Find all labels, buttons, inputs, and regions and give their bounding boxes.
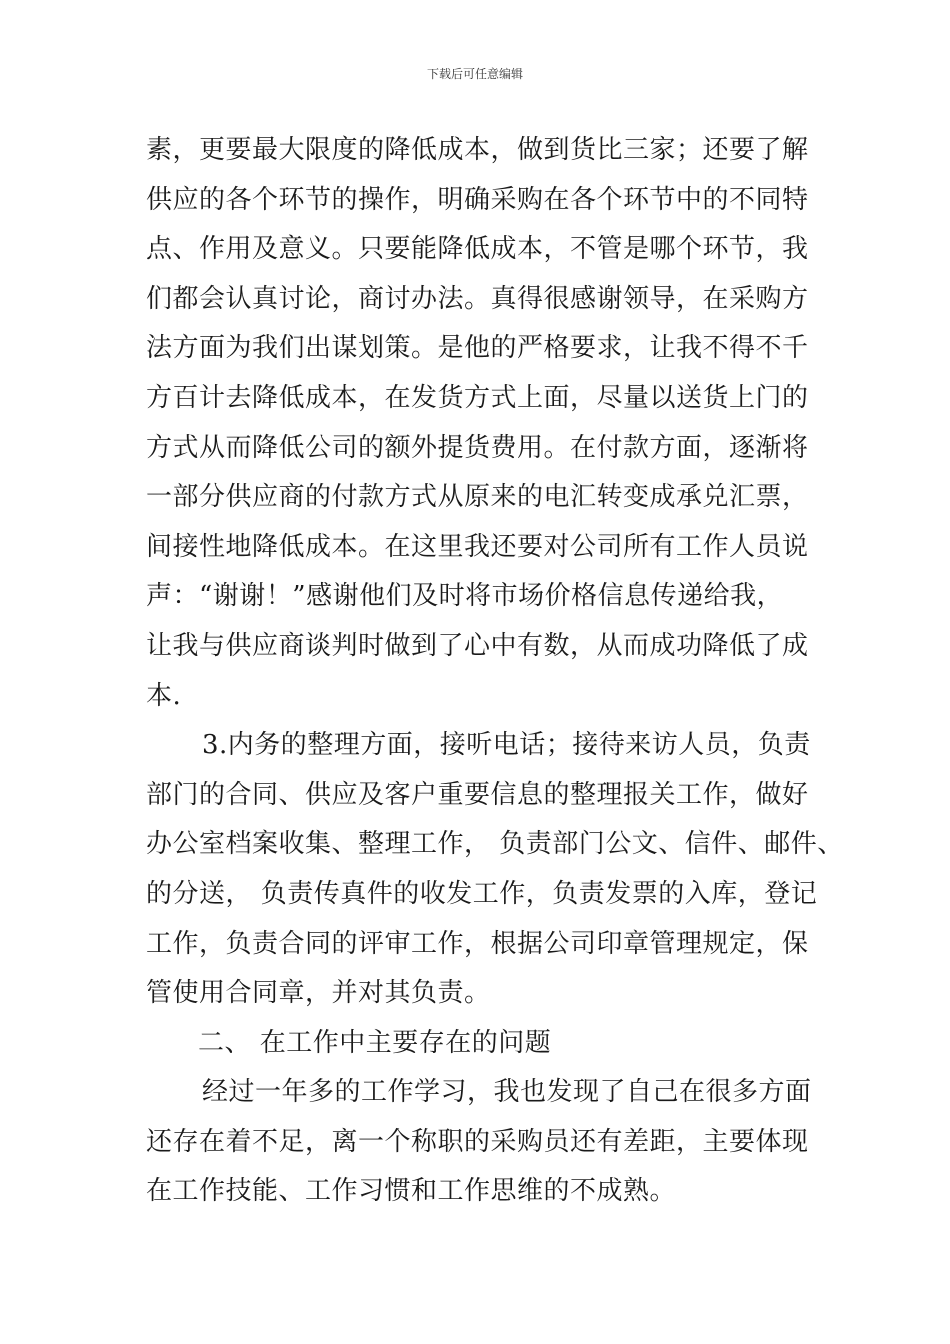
text-line: 供应的各个环节的操作，明确采购在各个环节中的不同特 xyxy=(146,184,809,215)
text-line: 间接性地降低成本。在这里我还要对公司所有工作人员说 xyxy=(146,531,809,562)
text-line: 们都会认真讨论，商讨办法。真得很感谢领导，在采购方 xyxy=(146,283,809,314)
text-line: 工作，负责合同的评审工作，根据公司印章管理规定，保 xyxy=(146,928,809,959)
text-line: 法方面为我们出谋划策。是他的严格要求，让我不得不千 xyxy=(146,333,809,364)
text-line: 方百计去降低成本，在发货方式上面，尽量以送货上门的 xyxy=(146,382,809,413)
text-line: 还存在着不足，离一个称职的采购员还有差距，主要体现 xyxy=(146,1126,809,1157)
text-line: 方式从而降低公司的额外提货费用。在付款方面，逐渐将 xyxy=(146,432,809,463)
text-line: 让我与供应商谈判时做到了心中有数，从而成功降低了成 xyxy=(146,630,809,661)
paragraph-first-line: 经过一年多的工作学习，我也发现了自己在很多方面 xyxy=(202,1077,812,1108)
text-line: 在工作技能、工作习惯和工作思维的不成熟。 xyxy=(146,1176,677,1207)
text-line: 一部分供应商的付款方式从原来的电汇转变成承兑汇票， xyxy=(146,482,809,513)
text-line: 的分送， 负责传真件的收发工作，负责发票的入库，登记 xyxy=(146,878,818,909)
document-body xyxy=(146,126,844,1217)
text-line: 声：“谢谢！”感谢他们及时将市场价格信息传递给我， xyxy=(146,581,784,612)
text-line: 办公室档案收集、整理工作， 负责部门公文、信件、邮件、 xyxy=(146,829,844,860)
text-line: 本. xyxy=(146,680,182,711)
list-item-first-line: 3.内务的整理方面，接听电话；接待来访人员，负责 xyxy=(202,730,811,761)
text-line: 管使用合同章，并对其负责。 xyxy=(146,978,491,1009)
text-line: 部门的合同、供应及客户重要信息的整理报关工作，做好 xyxy=(146,779,809,810)
page-header: 下载后可任意编辑 xyxy=(426,67,523,81)
section-heading: 二、 在工作中主要存在的问题 xyxy=(198,1027,552,1058)
text-line: 点、作用及意义。只要能降低成本，不管是哪个环节，我 xyxy=(146,234,809,265)
text-line: 素，更要最大限度的降低成本，做到货比三家；还要了解 xyxy=(146,135,809,165)
